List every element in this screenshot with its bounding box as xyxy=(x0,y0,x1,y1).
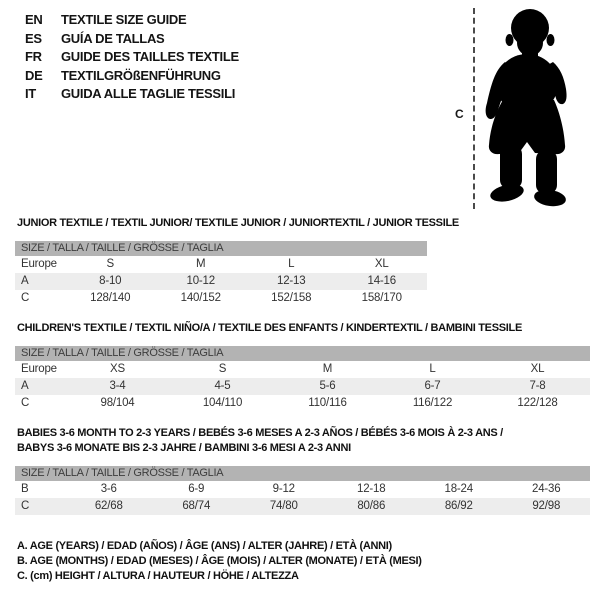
footnotes xyxy=(17,539,590,584)
size-table xyxy=(15,241,427,307)
language-row xyxy=(25,30,239,49)
table-cell: M xyxy=(322,363,333,375)
size-sections xyxy=(15,216,590,584)
table-row xyxy=(15,273,427,290)
size-section xyxy=(15,426,590,515)
table-cell: 122/128 xyxy=(517,397,558,409)
table-cell: XS xyxy=(110,363,125,375)
table-row xyxy=(15,378,590,395)
table-cell: 18-24 xyxy=(444,483,473,495)
table-cell: 3-6 xyxy=(100,483,117,495)
language-title: GUIDA ALLE TAGLIE TESSILI xyxy=(61,86,236,101)
table-cell: 116/122 xyxy=(412,397,453,409)
row-label: A xyxy=(21,380,29,392)
table-rows xyxy=(15,481,590,515)
footnote: A. AGE (YEARS) / EDAD (AÑOS) / ÂGE (ANS) / ALTER (JAHRE) / ETÀ (ANNI) xyxy=(17,540,392,552)
table-cell: 9-12 xyxy=(272,483,295,495)
row-label: C xyxy=(21,397,30,409)
row-label: C xyxy=(21,500,30,512)
table-cell: 92/98 xyxy=(532,500,561,512)
table-cell: L xyxy=(429,363,436,375)
table-rows xyxy=(15,361,590,412)
table-cell: S xyxy=(106,258,114,270)
table-cell: 98/104 xyxy=(100,397,135,409)
size-table xyxy=(15,466,590,515)
table-cell: 104/110 xyxy=(202,397,243,409)
section-title-line: CHILDREN'S TEXTILE / TEXTIL NIÑO/A / TEXTILE DES ENFANTS / KINDERTEXTIL / BAMBINI TESSILE xyxy=(17,322,522,334)
section-title xyxy=(17,426,590,456)
table-cell: 10-12 xyxy=(186,275,215,287)
language-title: TEXTILGRÖßENFÜHRUNG xyxy=(61,67,221,83)
table-cell: 12-13 xyxy=(277,275,306,287)
size-section xyxy=(15,321,590,412)
table-row xyxy=(15,290,427,307)
table-rows xyxy=(15,256,427,307)
language-row xyxy=(25,48,239,67)
language-code: FR xyxy=(25,49,42,64)
height-measure-dashed-line xyxy=(473,8,475,209)
language-code: EN xyxy=(25,12,43,27)
size-section xyxy=(15,216,590,307)
language-header xyxy=(25,11,239,104)
table-cell: 7-8 xyxy=(529,380,546,392)
figure-area xyxy=(455,5,590,210)
section-title xyxy=(17,216,590,231)
section-title-line: BABIES 3-6 MONTH TO 2-3 YEARS / BEBÉS 3-6 MESES A 2-3 AÑOS / BÉBÉS 3-6 MOIS À 2-3 ANS / xyxy=(17,427,503,439)
table-row xyxy=(15,256,427,273)
footnote: B. AGE (MONTHS) / EDAD (MESES) / ÂGE (MOIS) / ALTER (MONATE) / ETÀ (MESI) xyxy=(17,555,422,567)
table-cell: XL xyxy=(374,258,389,270)
table-cell: 152/158 xyxy=(271,292,312,304)
row-label: Europe xyxy=(21,258,57,270)
table-cell: 128/140 xyxy=(90,292,131,304)
section-host xyxy=(15,216,590,515)
section-title-line: BABYS 3-6 MONATE BIS 2-3 JAHRE / BAMBINI 3-6 MESI A 2-3 ANNI xyxy=(17,442,351,454)
table-cell: 86/92 xyxy=(444,500,473,512)
table-cell: 14-16 xyxy=(367,275,396,287)
row-label: C xyxy=(21,292,30,304)
section-title xyxy=(17,321,590,336)
row-label: Europe xyxy=(21,363,57,375)
table-cell: L xyxy=(288,258,295,270)
language-row xyxy=(25,67,239,86)
table-cell: 158/170 xyxy=(361,292,402,304)
toddler-silhouette-icon xyxy=(483,5,578,210)
table-cell: 4-5 xyxy=(214,380,231,392)
table-size-header: SIZE / TALLA / TAILLE / GRÖSSE / TAGLIA xyxy=(15,241,427,256)
table-cell: 3-4 xyxy=(109,380,126,392)
table-cell: 6-9 xyxy=(188,483,205,495)
table-cell: 68/74 xyxy=(182,500,211,512)
table-row xyxy=(15,361,590,378)
language-row xyxy=(25,11,239,30)
size-table xyxy=(15,346,590,412)
table-cell: S xyxy=(218,363,227,375)
language-title: GUIDE DES TAILLES TEXTILE xyxy=(61,49,239,64)
table-cell: 140/152 xyxy=(180,292,221,304)
table-cell: 8-10 xyxy=(99,275,122,287)
table-cell: 110/116 xyxy=(308,397,347,409)
table-cell: 12-18 xyxy=(357,483,386,495)
table-row xyxy=(15,395,590,412)
table-size-header: SIZE / TALLA / TAILLE / GRÖSSE / TAGLIA xyxy=(15,346,590,361)
row-label: A xyxy=(21,275,29,287)
table-cell: 80/86 xyxy=(357,500,386,512)
height-measure-label: C xyxy=(455,107,464,121)
table-row xyxy=(15,481,590,498)
table-cell: 6-7 xyxy=(424,380,441,392)
footnote: C. (cm) HEIGHT / ALTURA / HAUTEUR / HÖHE / ALTEZZA xyxy=(17,570,299,582)
row-label: B xyxy=(21,483,29,495)
table-cell: XL xyxy=(530,363,545,375)
table-row xyxy=(15,498,590,515)
table-cell: M xyxy=(196,258,206,270)
language-code: ES xyxy=(25,30,42,46)
section-title-line: JUNIOR TEXTILE / TEXTIL JUNIOR/ TEXTILE JUNIOR / JUNIORTEXTIL / JUNIOR TESSILE xyxy=(17,217,459,229)
language-row xyxy=(25,85,239,104)
table-cell: 62/68 xyxy=(94,500,123,512)
language-title: GUÍA DE TALLAS xyxy=(61,30,165,46)
table-cell: 5-6 xyxy=(319,380,336,392)
language-code: DE xyxy=(25,67,43,83)
table-cell: 74/80 xyxy=(269,500,298,512)
table-cell: 24-36 xyxy=(532,483,561,495)
language-code: IT xyxy=(25,86,36,101)
language-title: TEXTILE SIZE GUIDE xyxy=(61,12,187,27)
table-size-header: SIZE / TALLA / TAILLE / GRÖSSE / TAGLIA xyxy=(15,466,590,481)
